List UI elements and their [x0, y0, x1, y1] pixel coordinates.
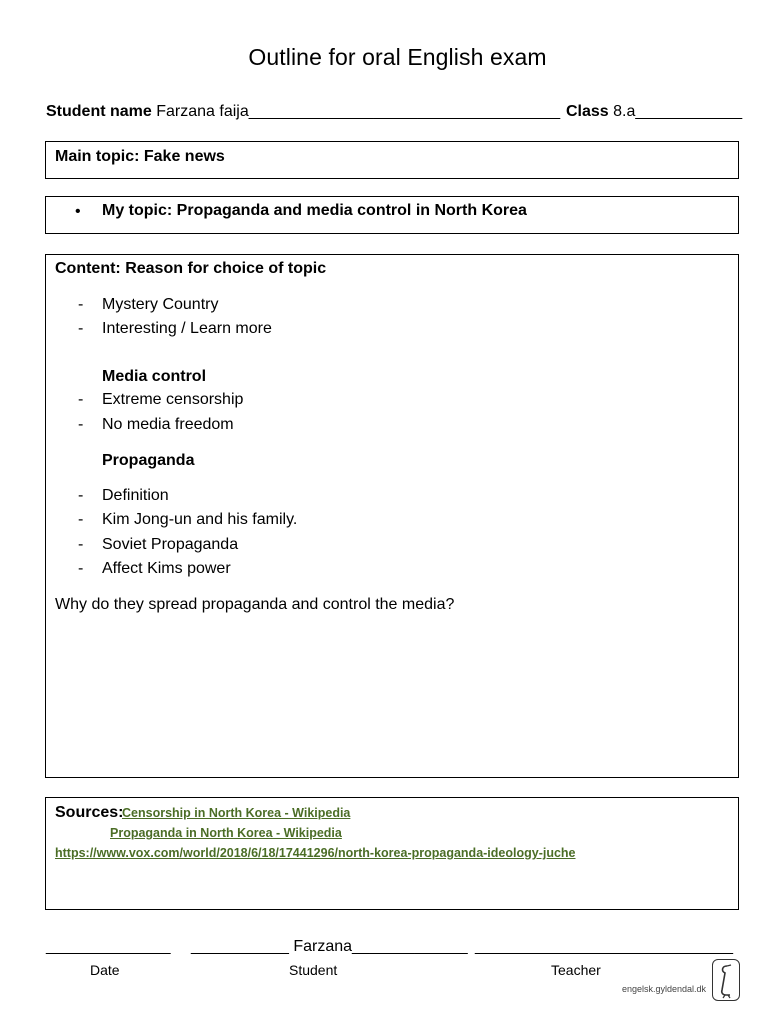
list-item: Extreme censorship: [102, 391, 244, 408]
list-item: Definition: [102, 487, 169, 504]
dash-marker: -: [78, 560, 84, 577]
date-label: Date: [90, 962, 120, 978]
teacher-signature-line: _____________________________: [475, 938, 734, 955]
dash-marker: -: [78, 320, 84, 337]
dash-marker: -: [78, 511, 84, 528]
my-topic: My topic: Propaganda and media control in North Korea: [102, 202, 527, 219]
class-label: Class: [566, 103, 609, 120]
page-title: Outline for oral English exam: [248, 44, 547, 70]
student-name-label: Student name: [46, 103, 152, 120]
class-value: 8.a____________: [613, 103, 743, 120]
dash-marker: -: [78, 296, 84, 313]
teacher-label: Teacher: [551, 962, 601, 978]
content-question: Why do they spread propaganda and control the media?: [55, 596, 455, 613]
main-topic: Main topic: Fake news: [55, 148, 225, 165]
dash-marker: -: [78, 536, 84, 553]
bullet-icon: •: [75, 203, 81, 220]
list-item: Interesting / Learn more: [102, 320, 272, 337]
student-signature-line: ___________ Farzana_____________: [191, 938, 468, 955]
media-control-heading: Media control: [102, 368, 207, 385]
footer-site: engelsk.gyldendal.dk: [622, 984, 707, 994]
propaganda-heading: Propaganda: [102, 452, 195, 469]
list-item: Affect Kims power: [102, 560, 231, 577]
class-line: [566, 103, 742, 121]
list-item: Mystery Country: [102, 296, 219, 313]
bird-logo-icon: [712, 959, 740, 1001]
list-item: No media freedom: [102, 416, 234, 433]
student-name-value: Farzana faija___________________________________: [156, 103, 561, 120]
dash-marker: -: [78, 487, 84, 504]
student-name-line: [46, 103, 560, 121]
list-item: Kim Jong-un and his family.: [102, 511, 298, 528]
content-heading: Content: Reason for choice of topic: [55, 260, 327, 277]
source-link-vox[interactable]: https://www.vox.com/world/2018/6/18/17441296/north-korea-propaganda-ideology-juche: [55, 846, 576, 860]
student-label: Student: [289, 962, 338, 978]
dash-marker: -: [78, 391, 84, 408]
source-link-censorship[interactable]: Censorship in North Korea - Wikipedia: [122, 806, 351, 820]
sources-label: Sources:: [55, 804, 124, 821]
source-link-propaganda[interactable]: Propaganda in North Korea - Wikipedia: [110, 826, 342, 840]
dash-marker: -: [78, 416, 84, 433]
list-item: Soviet Propaganda: [102, 536, 239, 553]
date-signature-line: ______________: [46, 938, 171, 955]
